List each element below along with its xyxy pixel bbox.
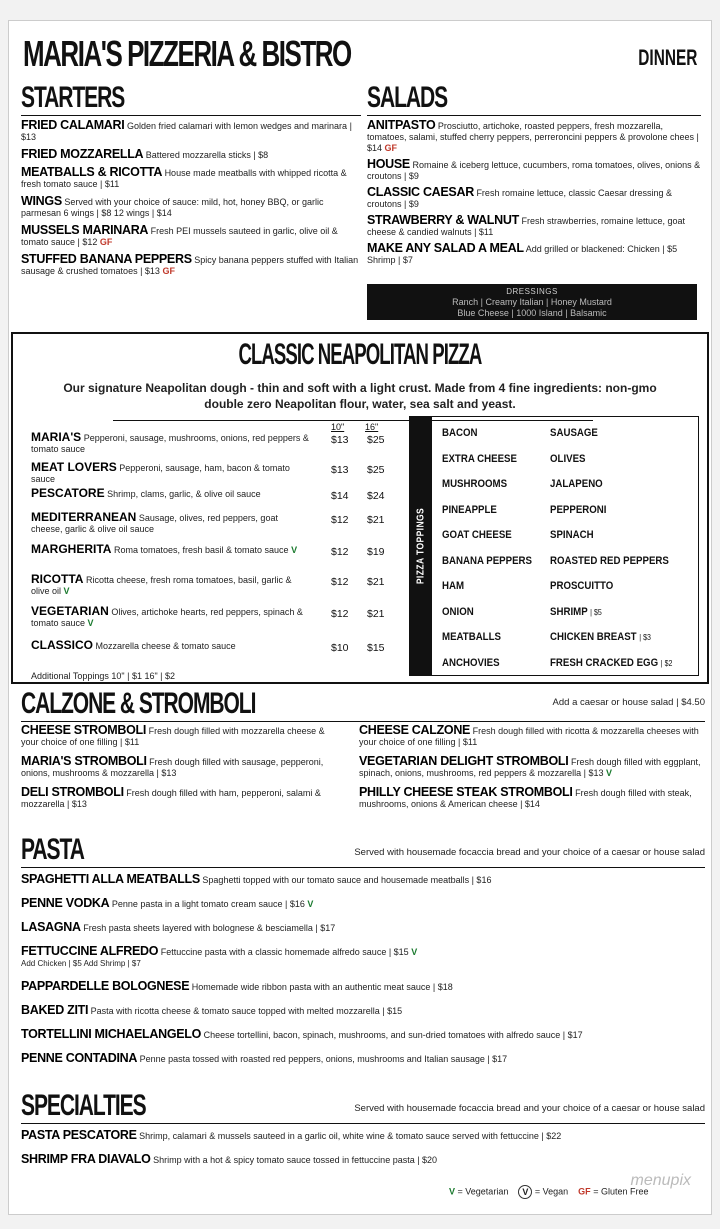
- dressings-line-1: Ranch | Creamy Italian | Honey Mustard: [452, 297, 612, 307]
- item-name: SPAGHETTI ALLA MEATBALLS: [21, 872, 200, 886]
- price-16: $21: [367, 514, 385, 526]
- item-name: MEAT LOVERS: [31, 460, 117, 474]
- stromboli-item: [21, 725, 341, 748]
- topping-name: OLIVES: [550, 452, 586, 465]
- pasta-item: [21, 1029, 705, 1041]
- pasta-item: [21, 922, 705, 934]
- topping-price: | $3: [639, 633, 651, 642]
- price-16: $21: [367, 608, 385, 620]
- topping-item: MEATBALLS: [442, 631, 501, 643]
- vegetarian-mark: V: [87, 618, 94, 628]
- item-description: Fresh pasta sheets layered with bolognese & besciamella | $17: [83, 923, 336, 933]
- pizza-item: [31, 544, 311, 556]
- salads-heading: SALADS: [367, 81, 448, 114]
- item-description: Add grilled or blackened: Chicken | $5 Shrimp | $7: [367, 244, 678, 265]
- item-name: VEGETARIAN: [31, 604, 109, 618]
- price-10: $13: [331, 434, 349, 446]
- item-name: FRIED MOZZARELLA: [21, 147, 144, 161]
- item-name: BAKED ZITI: [21, 1003, 89, 1017]
- salad-item: [367, 120, 701, 154]
- item-description: Golden fried calamari with lemon wedges and marinara | $13: [21, 121, 352, 142]
- gluten-free-mark: GF: [162, 266, 175, 276]
- specialties-heading: SPECIALTIES: [21, 1089, 146, 1122]
- item-name: PESCATORE: [31, 486, 105, 500]
- item-description: Fresh romaine lettuce, classic Caesar dressing & croutons | $9: [367, 188, 673, 209]
- item-name: WINGS: [21, 194, 62, 208]
- topping-item: PINEAPPLE: [442, 503, 497, 516]
- topping-name: SHRIMP: [550, 605, 588, 618]
- pizza-item: [31, 512, 311, 535]
- item-name: CLASSICO: [31, 638, 94, 652]
- item-description: Homemade wide ribbon pasta with an authentic meat sauce | $18: [191, 982, 453, 992]
- pizza-item: [31, 462, 311, 485]
- topping-item: MUSHROOMS: [442, 478, 508, 490]
- topping-name: PROSCUITTO: [550, 580, 614, 592]
- item-description: Prosciutto, artichoke, roasted peppers, fresh mozzarella, tomatoes, salami, stuffed cherry peppers, perreroncini peppers & provolone chees | $14: [367, 121, 699, 153]
- vegetarian-mark: V: [411, 947, 418, 957]
- pizza-section: [11, 332, 709, 684]
- calzone-heading: CALZONE & STROMBOLI: [21, 687, 256, 720]
- pizza-item: [31, 432, 311, 455]
- pasta-item: [21, 981, 705, 993]
- calzone-item: [359, 787, 705, 810]
- toppings-box: [409, 416, 699, 676]
- specialty-item: [21, 1154, 705, 1166]
- topping-item: EXTRA CHEESE: [442, 452, 517, 465]
- item-description: Spaghetti topped with our tomato sauce and housemade meatballs | $16: [202, 875, 492, 885]
- item-name: MAKE ANY SALAD A MEAL: [367, 241, 524, 255]
- item-name: LASAGNA: [21, 920, 81, 934]
- starter-item: [21, 225, 361, 248]
- specialties-section: [21, 1089, 705, 1178]
- topping-item: [550, 657, 672, 669]
- salad-item: [367, 159, 701, 182]
- vegetarian-mark: V: [605, 768, 612, 778]
- topping-item: [550, 606, 602, 618]
- item-description: Penne pasta tossed with roasted red peppers, onions, mushrooms and Italian sausage | $17: [139, 1054, 508, 1064]
- item-name: RICOTTA: [31, 572, 84, 586]
- price-16: $21: [367, 576, 385, 588]
- item-description: Fresh dough filled with steak, mushrooms, onions & American cheese | $14: [359, 788, 692, 809]
- topping-name: SAUSAGE: [550, 427, 598, 439]
- starter-item: [21, 120, 361, 143]
- item-name: ANITPASTO: [367, 118, 436, 132]
- item-name: MUSSELS MARINARA: [21, 223, 149, 237]
- vegetarian-mark: V: [63, 586, 70, 596]
- price-10: $12: [331, 546, 349, 558]
- item-description: Roma tomatoes, fresh basil & tomato sauce: [113, 545, 289, 555]
- topping-item: ONION: [442, 605, 474, 618]
- size-16-label: 16": [365, 422, 379, 432]
- topping-item: [550, 453, 586, 465]
- price-16: $19: [367, 546, 385, 558]
- item-name: DELI STROMBOLI: [21, 785, 124, 799]
- legend: [449, 1185, 648, 1199]
- specialty-item: [21, 1130, 705, 1142]
- vegetarian-mark: V: [307, 899, 314, 909]
- item-description: Romaine & iceberg lettuce, cucumbers, roma tomatoes, olives, onions & croutons | $9: [367, 160, 701, 181]
- pizza-item: [31, 574, 311, 597]
- item-name: FETTUCCINE ALFREDO: [21, 944, 159, 958]
- price-16: $25: [367, 434, 385, 446]
- toppings-label: PIZZA TOPPINGS: [415, 507, 427, 585]
- legend-gluten-free: = Gluten Free: [593, 1186, 649, 1197]
- pasta-section: [21, 833, 705, 1077]
- salad-item: [367, 215, 701, 238]
- topping-item: HAM: [442, 580, 465, 592]
- gluten-free-mark: GF: [578, 1186, 591, 1197]
- additional-toppings: Additional Toppings 10" | $1 16" | $2: [31, 671, 176, 681]
- specialties-note: Served with housemade focaccia bread and your choice of a caesar or house salad: [354, 1103, 705, 1114]
- watermark: menupix: [630, 1172, 691, 1189]
- item-name: MEDITERRANEAN: [31, 510, 137, 524]
- item-description: Shrimp, calamari & mussels sauteed in a garlic oil, white wine & tomato sauce served with fettuccine | $22: [139, 1131, 562, 1141]
- topping-item: [550, 427, 598, 439]
- item-description: Spicy banana peppers stuffed with Italian sausage & crushed tomatoes | $13: [21, 255, 359, 276]
- topping-item: [550, 478, 603, 490]
- item-description: Pepperoni, sausage, mushrooms, onions, red peppers & tomato sauce: [31, 433, 309, 454]
- topping-name: JALAPENO: [550, 478, 603, 490]
- item-description: Pepperoni, sausage, ham, bacon & tomato sauce: [31, 463, 290, 484]
- calzone-item: [359, 725, 705, 748]
- price-10: $10: [331, 642, 349, 654]
- calzone-item: [359, 756, 705, 779]
- price-16: $25: [367, 464, 385, 476]
- item-description: Battered mozzarella sticks | $8: [145, 150, 269, 160]
- starter-item: [21, 167, 361, 190]
- item-name: CLASSIC CAESAR: [367, 185, 474, 199]
- topping-item: [550, 580, 613, 592]
- item-description: House made meatballs with whipped ricotta & fresh tomato sauce | $11: [21, 168, 347, 189]
- pizza-item: [31, 488, 311, 500]
- item-name: PENNE VODKA: [21, 896, 110, 910]
- price-16: $15: [367, 642, 385, 654]
- pasta-heading: PASTA: [21, 833, 84, 866]
- topping-item: BACON: [442, 427, 478, 439]
- item-description: Fresh dough filled with mozzarella cheese & your choice of one filling | $11: [21, 726, 325, 747]
- price-16: $24: [367, 490, 385, 502]
- starter-item: [21, 149, 361, 161]
- vegan-mark: V: [518, 1185, 532, 1199]
- topping-item: [550, 504, 606, 516]
- topping-price: | $2: [660, 658, 673, 668]
- item-description: Penne pasta in a light tomato cream sauce | $16: [111, 899, 305, 909]
- dressings-box: [367, 284, 697, 320]
- item-description: Mozzarella cheese & tomato sauce: [95, 641, 236, 651]
- item-name: HOUSE: [367, 157, 410, 171]
- salad-item: [367, 243, 701, 266]
- item-name: CHEESE CALZONE: [359, 723, 471, 737]
- topping-item: [550, 631, 651, 643]
- topping-name: CHICKEN BREAST: [550, 631, 637, 643]
- starter-item: [21, 254, 361, 277]
- restaurant-title: MARIA'S PIZZERIA & BISTRO: [23, 33, 351, 74]
- topping-name: FRESH CRACKED EGG: [550, 656, 659, 669]
- starters-section: [21, 81, 361, 283]
- legend-vegan: = Vegan: [534, 1186, 569, 1197]
- item-description: Olives, artichoke hearts, red peppers, spinach & tomato sauce: [31, 607, 303, 628]
- item-description: Cheese tortellini, bacon, spinach, mushrooms, and sun-dried tomatoes with alfredo sauce | $17: [203, 1030, 583, 1040]
- pasta-item: [21, 1053, 705, 1065]
- dressings-title: DRESSINGS: [506, 287, 558, 296]
- topping-name: SPINACH: [550, 529, 594, 541]
- item-description: Sausage, olives, red peppers, goat cheese, garlic & olive oil sauce: [31, 513, 278, 534]
- item-name: SHRIMP FRA DIAVALO: [21, 1152, 151, 1166]
- item-name: STRAWBERRY & WALNUT: [367, 213, 519, 227]
- starters-heading: STARTERS: [21, 81, 125, 114]
- toppings-label-bar: [410, 417, 432, 675]
- starter-item: [21, 196, 361, 219]
- topping-name: PEPPERONI: [550, 503, 607, 516]
- item-description: Fresh dough filled with ham, pepperoni, salami & mozzarella | $13: [21, 788, 321, 809]
- price-10: $13: [331, 464, 349, 476]
- menu-page: [8, 20, 712, 1215]
- item-extra: Add Chicken | $5 Add Shrimp | $7: [21, 959, 141, 968]
- salads-section: [367, 81, 701, 271]
- pizza-description: Our signature Neapolitan dough - thin and soft with a light crust. Made from 4 fine ingredients: non-gmo double zero Neapolitan flour, water, sea salt and yeast.: [63, 381, 657, 411]
- menu-type-label: DINNER: [637, 45, 697, 70]
- item-description: Fresh dough filled with sausage, pepperoni, onions, mushrooms & mozzarella | $13: [21, 757, 324, 778]
- salad-item: [367, 187, 701, 210]
- item-name: MEATBALLS & RICOTTA: [21, 165, 163, 179]
- item-description: Fettuccine pasta with a classic homemade alfredo sauce | $15: [160, 947, 409, 957]
- item-name: TORTELLINI MICHAELANGELO: [21, 1027, 202, 1041]
- item-description: Fresh dough filled with eggplant, spinach, onions, mushrooms, red peppers & mozzarella | $13: [359, 757, 701, 778]
- topping-item: GOAT CHEESE: [442, 529, 512, 541]
- item-description: Shrimp with a hot & spicy tomato sauce tossed in fettuccine pasta | $20: [153, 1155, 438, 1165]
- item-description: Shrimp, clams, garlic, & olive oil sauce: [107, 489, 261, 499]
- item-name: PENNE CONTADINA: [21, 1051, 138, 1065]
- item-description: Ricotta cheese, fresh roma tomatoes, basil, garlic & olive oil: [31, 575, 292, 596]
- item-description: Pasta with ricotta cheese & tomato sauce topped with melted mozzarella | $15: [90, 1006, 403, 1016]
- item-name: PASTA PESCATORE: [21, 1128, 137, 1142]
- price-10: $14: [331, 490, 349, 502]
- item-name: FRIED CALAMARI: [21, 118, 125, 132]
- dressings-line-2: Blue Cheese | 1000 Island | Balsamic: [457, 308, 607, 318]
- item-name: MARIA'S STROMBOLI: [21, 754, 147, 768]
- vegetarian-mark: V: [291, 545, 298, 555]
- item-description: Fresh PEI mussels sauteed in garlic, olive oil & tomato sauce | $12: [21, 226, 338, 247]
- price-10: $12: [331, 576, 349, 588]
- calzone-section: [21, 687, 705, 809]
- stromboli-item: [21, 787, 341, 810]
- item-name: PAPPARDELLE BOLOGNESE: [21, 979, 190, 993]
- topping-item: BANANA PEPPERS: [442, 554, 533, 567]
- vegetarian-mark: V: [449, 1186, 456, 1197]
- item-name: CHEESE STROMBOLI: [21, 723, 147, 737]
- item-name: MARIA'S: [31, 430, 82, 444]
- pasta-item: [21, 874, 705, 886]
- stromboli-item: [21, 756, 341, 779]
- item-description: Fresh strawberries, romaine lettuce, goat cheese & candied walnuts | $11: [367, 216, 686, 237]
- pasta-note: Served with housemade focaccia bread and your choice of a caesar or house salad: [354, 847, 705, 858]
- item-name: PHILLY CHEESE STEAK STROMBOLI: [359, 785, 573, 799]
- pizza-item: [31, 606, 311, 629]
- topping-item: ANCHOVIES: [442, 656, 500, 669]
- price-10: $12: [331, 514, 349, 526]
- topping-item: [550, 555, 669, 567]
- topping-name: ROASTED RED PEPPERS: [550, 554, 669, 567]
- topping-price: | $5: [590, 607, 602, 617]
- item-description: Served with your choice of sauce: mild, hot, honey BBQ, or garlic parmesan 6 wings | $8 12 wings | $14: [21, 197, 324, 218]
- gluten-free-mark: GF: [99, 237, 113, 247]
- pasta-item: [21, 946, 705, 969]
- price-10: $12: [331, 608, 349, 620]
- item-name: MARGHERITA: [31, 542, 112, 556]
- pizza-heading: CLASSIC NEAPOLITAN PIZZA: [238, 338, 482, 371]
- legend-vegetarian: = Vegetarian: [457, 1186, 509, 1197]
- item-description: Fresh dough filled with ricotta & mozzarella cheeses with your choice of one filling | $11: [359, 726, 699, 747]
- item-name: VEGETARIAN DELIGHT STROMBOLI: [359, 754, 569, 768]
- pasta-item: [21, 1005, 705, 1017]
- calzone-note: Add a caesar or house salad | $4.50: [552, 697, 705, 708]
- size-10-label: 10": [331, 422, 345, 432]
- topping-item: [550, 529, 594, 541]
- pasta-item: [21, 898, 705, 910]
- pizza-item: [31, 640, 311, 652]
- item-name: STUFFED BANANA PEPPERS: [21, 252, 192, 266]
- gluten-free-mark: GF: [384, 143, 398, 153]
